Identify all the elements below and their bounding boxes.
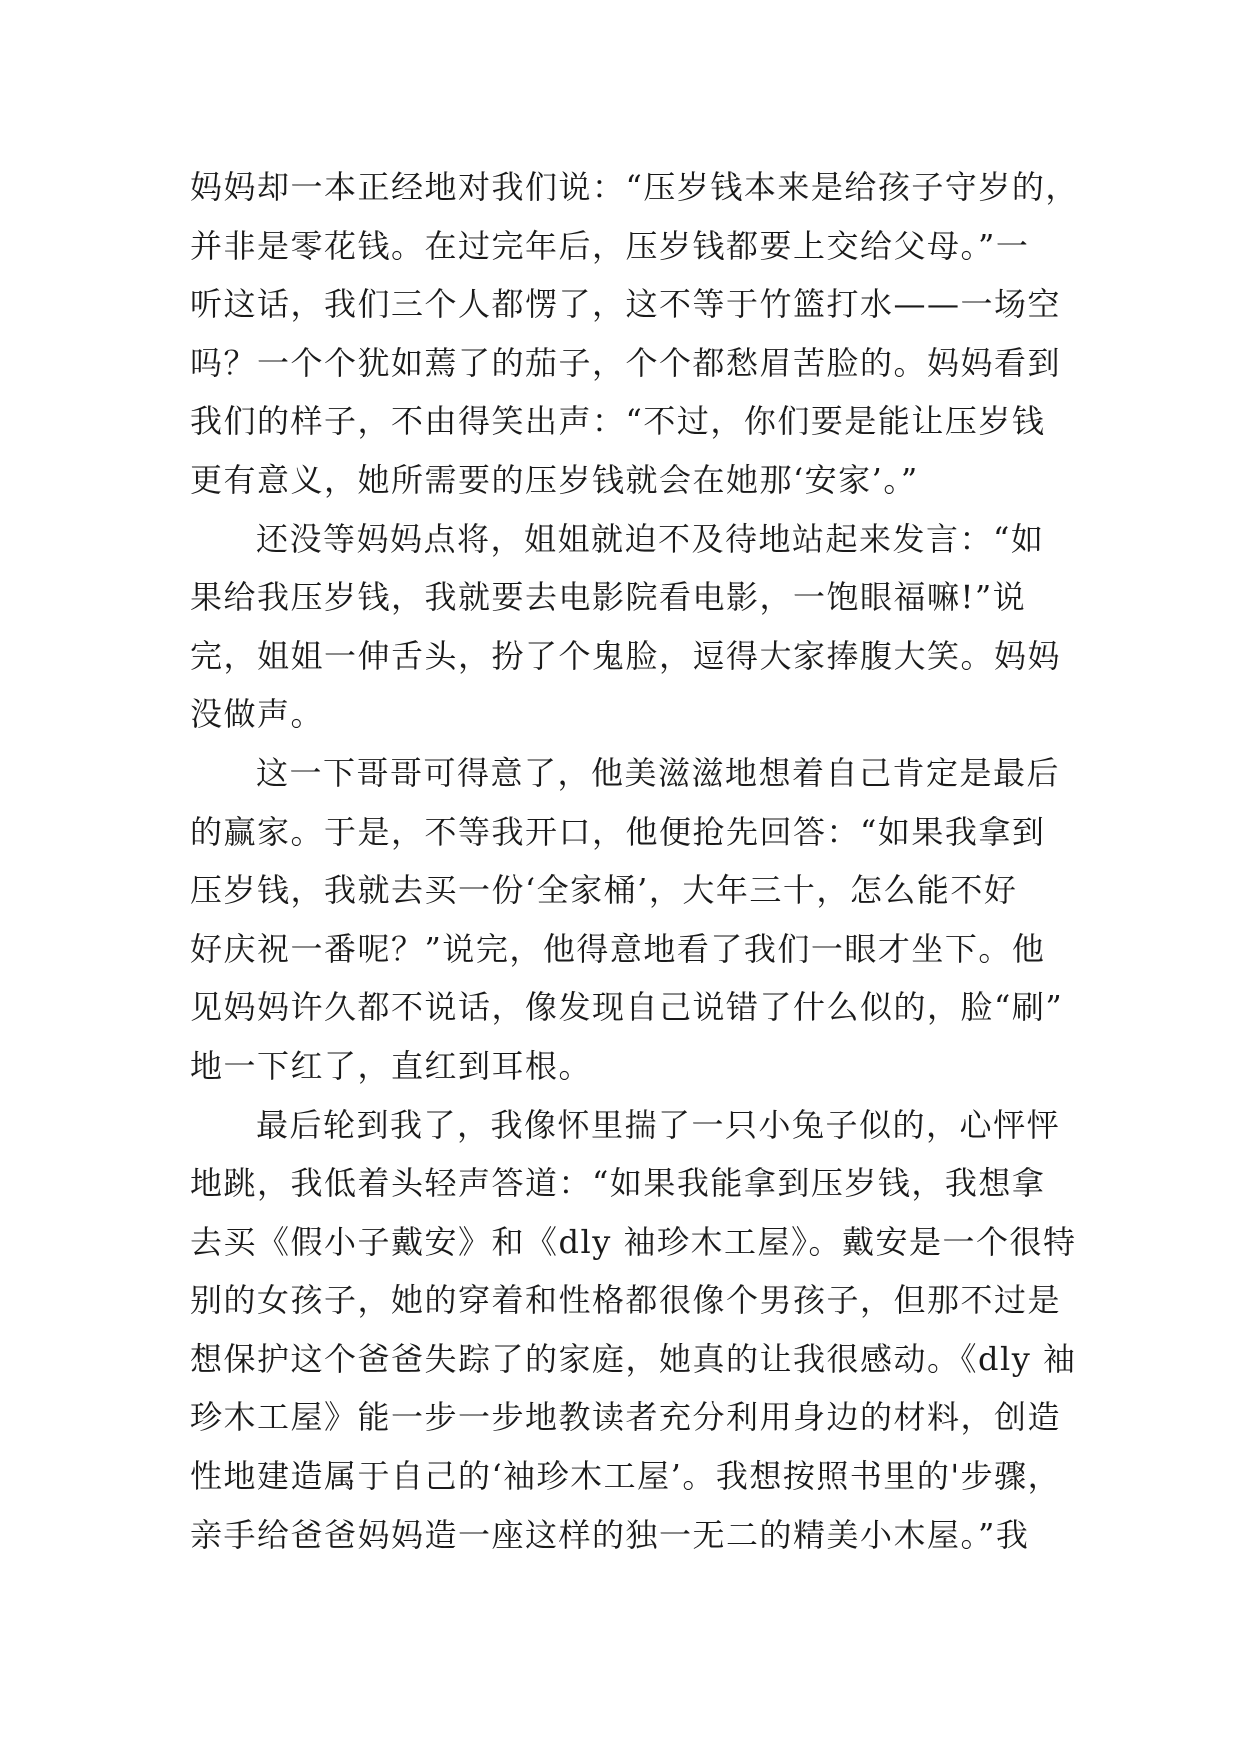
text-line: 地一下红了，直红到耳根。 xyxy=(190,1046,593,1085)
text-line: 我们的样子，不由得笑出声：“不过，你们要是能让压岁钱 xyxy=(190,402,1046,441)
text-line: 性地建造属于自己的‘袖珍木工屋’。我想按照书里的'步骤， xyxy=(190,1457,1062,1496)
text-line: 吗？一个个犹如蔫了的茄子，个个都愁眉苦脸的。妈妈看到 xyxy=(190,343,1062,382)
text-line: 别的女孩子，她的穿着和性格都很像个男孩子，但那不过是 xyxy=(190,1281,1062,1320)
text-line: 没做声。 xyxy=(190,695,325,734)
text-line: 珍木工屋》能一步一步地教读者充分利用身边的材料，创造 xyxy=(190,1398,1062,1437)
text-line: 想保护这个爸爸失踪了的家庭，她真的让我很感动。《dly 袖 xyxy=(190,1339,1077,1378)
text-line: 听这话，我们三个人都愣了，这不等于竹篮打水——一场空 xyxy=(190,285,1062,324)
text-line: 果给我压岁钱，我就要去电影院看电影，一饱眼福嘛!”说 xyxy=(190,578,1027,617)
text-line: 的赢家。于是，不等我开口，他便抢先回答：“如果我拿到 xyxy=(190,812,1046,851)
text-line: 并非是零花钱。在过完年后，压岁钱都要上交给父母。”一 xyxy=(190,226,1030,265)
text-line: 更有意义，她所需要的压岁钱就会在她那‘安家’。” xyxy=(190,460,919,499)
text-line: 见妈妈许久都不说话，像发现自己说错了什么似的，脸“刷” xyxy=(190,988,1064,1027)
text-line: 去买《假小子戴安》和《dly 袖珍木工屋》。戴安是一个很特 xyxy=(190,1222,1077,1261)
text-line: 亲手给爸爸妈妈造一座这样的独一无二的精美小木屋。”我 xyxy=(190,1515,1030,1554)
document-body xyxy=(190,158,1079,1564)
text-line: 完，姐姐一伸舌头，扮了个鬼脸，逗得大家捧腹大笑。妈妈 xyxy=(190,636,1062,675)
text-line: 好庆祝一番呢？”说完，他得意地看了我们一眼才坐下。他 xyxy=(190,929,1046,968)
text-line: 这一下哥哥可得意了，他美滋滋地想着自己肯定是最后 xyxy=(256,753,1061,792)
text-line: 最后轮到我了，我像怀里揣了一只小兔子似的，心怦怦 xyxy=(256,1105,1061,1144)
text-line: 压岁钱，我就去买一份‘全家桶’，大年三十，怎么能不好 xyxy=(190,871,1018,910)
text-line: 地跳，我低着头轻声答道：“如果我能拿到压岁钱，我想拿 xyxy=(190,1164,1046,1203)
text-line: 还没等妈妈点将，姐姐就迫不及待地站起来发言：“如 xyxy=(256,519,1045,558)
text-line: 妈妈却一本正经地对我们说：“压岁钱本来是给孩子守岁的， xyxy=(190,168,1079,206)
